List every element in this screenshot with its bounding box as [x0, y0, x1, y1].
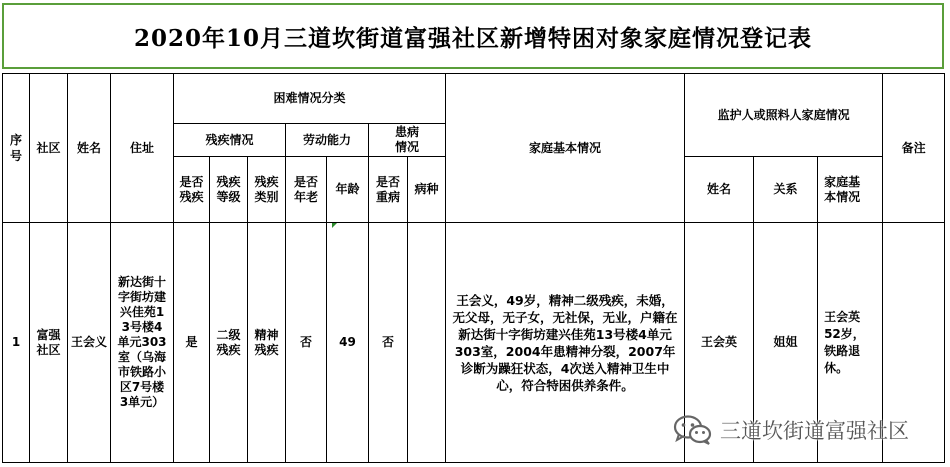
page-title: 2020年10月三道坎街道富强社区新增特困对象家庭情况登记表 — [133, 24, 813, 52]
cell-guardian-name: 王会英 — [685, 223, 754, 463]
header-disability-type: 残疾类别 — [248, 157, 286, 223]
cell-disease — [408, 223, 446, 463]
header-name: 姓名 — [68, 74, 111, 223]
cell-is-serious-ill: 否 — [369, 223, 408, 463]
header-disease: 病种 — [408, 157, 446, 223]
watermark — [672, 410, 942, 450]
header-community: 社区 — [30, 74, 68, 223]
header-seq: 序号 — [3, 74, 30, 223]
header-guardian-name: 姓名 — [685, 157, 754, 223]
title-banner — [2, 3, 944, 69]
registration-table — [2, 73, 945, 463]
cell-age: 49 — [327, 223, 369, 463]
header-guardian-family: 家庭基本情况 — [818, 157, 883, 223]
cell-disability-level: 二级残疾 — [210, 223, 248, 463]
cell-family-basic: 王会义，49岁，精神二级残疾，未婚，无父母，无子女，无社保，无业，户籍在新达街十字街坊建兴佳苑13号楼4单元303室，2004年患精神分裂，2007年诊断为躁狂状态，4次送入精神卫生中心，符合特困供养条件。 — [446, 223, 685, 463]
header-is-serious-ill: 是否重病 — [369, 157, 408, 223]
cell-address: 新达街十字街坊建兴佳苑13号楼4单元303室（乌海市铁路小区7号楼3单元） — [111, 223, 174, 463]
cell-is-disabled: 是 — [174, 223, 210, 463]
cell-guardian-family: 王会英52岁，铁路退休。 — [818, 223, 883, 463]
header-difficulty: 困难情况分类 — [174, 74, 446, 124]
header-family-basic: 家庭基本情况 — [446, 74, 685, 223]
cell-community: 富强社区 — [30, 223, 68, 463]
header-remarks: 备注 — [883, 74, 945, 223]
header-illness: 患病情况 — [369, 124, 446, 157]
watermark-text: 三道坎街道富强社区 — [720, 419, 909, 443]
header-address: 住址 — [111, 74, 174, 223]
header-is-elderly: 是否年老 — [286, 157, 327, 223]
header-guardian: 监护人或照料人家庭情况 — [685, 74, 883, 157]
header-is-disabled: 是否残疾 — [174, 157, 210, 223]
cell-name: 王会义 — [68, 223, 111, 463]
wechat-icon — [672, 414, 714, 446]
header-relation: 关系 — [754, 157, 818, 223]
cell-relation: 姐姐 — [754, 223, 818, 463]
header-disability-level: 残疾等级 — [210, 157, 248, 223]
cell-is-elderly: 否 — [286, 223, 327, 463]
header-age: 年龄 — [327, 157, 369, 223]
header-disability: 残疾情况 — [174, 124, 286, 157]
cell-seq: 1 — [3, 223, 30, 463]
cell-disability-type: 精神残疾 — [248, 223, 286, 463]
cell-comment-marker — [332, 223, 337, 228]
header-labor: 劳动能力 — [286, 124, 369, 157]
